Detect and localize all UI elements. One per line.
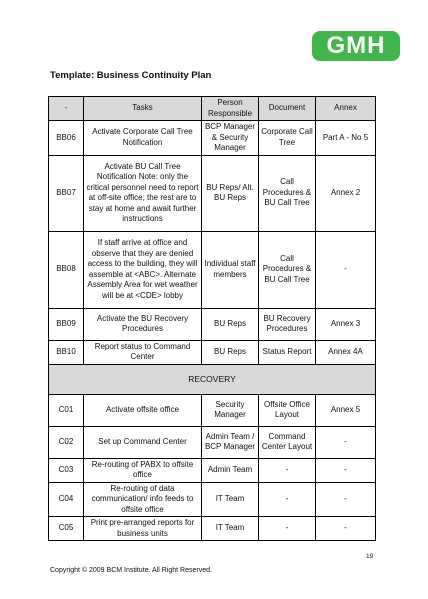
row-annex: - [316, 458, 376, 482]
row-document: BU Recovery Procedures [259, 308, 316, 340]
row-id: C05 [49, 517, 84, 541]
row-person: BU Reps/ Alt. BU Reps [202, 155, 259, 231]
table-row [49, 394, 376, 426]
template-title: Template: Business Continuity Plan [50, 70, 212, 81]
row-task: Activate offsite office [84, 394, 202, 426]
row-person: BU Reps [202, 308, 259, 340]
row-annex: Annex 5 [316, 394, 376, 426]
row-task: Re-routing of PABX to offsite office [84, 458, 202, 482]
row-document: - [259, 458, 316, 482]
row-task: Set up Command Center [84, 426, 202, 458]
row-id: BB10 [49, 340, 84, 364]
row-person: Security Manager [202, 394, 259, 426]
header-document: Document [259, 97, 316, 121]
row-id: C04 [49, 482, 84, 517]
page-number: 19 [366, 553, 374, 560]
table-row [49, 121, 376, 156]
header-annex: Annex [316, 97, 376, 121]
row-person: IT Team [202, 517, 259, 541]
row-id: BB09 [49, 308, 84, 340]
table-row [49, 155, 376, 231]
gmh-logo: GMH [312, 31, 400, 61]
row-id: C03 [49, 458, 84, 482]
row-person: BU Reps [202, 340, 259, 364]
row-task: Activate Corporate Call Tree Notification [84, 121, 202, 156]
row-document: Command Center Layout [259, 426, 316, 458]
row-person: Admin Team / BCP Manager [202, 426, 259, 458]
row-document: Corporate Call Tree [259, 121, 316, 156]
row-annex: - [316, 426, 376, 458]
row-id: C02 [49, 426, 84, 458]
row-document: Offsite Office Layout [259, 394, 316, 426]
table-row [49, 231, 376, 308]
row-task: Activate the BU Recovery Procedures [84, 308, 202, 340]
bcp-table [48, 96, 376, 541]
row-id: BB07 [49, 155, 84, 231]
row-annex: Part A - No 5 [316, 121, 376, 156]
header-person-responsible: Person Responsible [202, 97, 259, 121]
row-annex: - [316, 517, 376, 541]
copyright-footer: Copyright © 2009 BCM Institute. All Right Reserved. [50, 567, 212, 574]
row-document: - [259, 482, 316, 517]
table-row [49, 517, 376, 541]
row-document: Status Report [259, 340, 316, 364]
table-row [49, 426, 376, 458]
row-person: IT Team [202, 482, 259, 517]
row-person: Individual staff members [202, 231, 259, 308]
row-id: C01 [49, 394, 84, 426]
row-document: Call Procedures & BU Call Tree [259, 155, 316, 231]
row-document: - [259, 517, 316, 541]
table-row [49, 458, 376, 482]
row-task: Report status to Command Center [84, 340, 202, 364]
row-task: Print pre-arranged reports for business units [84, 517, 202, 541]
row-person: Admin Team [202, 458, 259, 482]
table-row [49, 482, 376, 517]
row-id: BB06 [49, 121, 84, 156]
header-tasks: Tasks [84, 97, 202, 121]
row-id: BB08 [49, 231, 84, 308]
row-annex: - [316, 231, 376, 308]
table-row [49, 308, 376, 340]
header-row [49, 97, 376, 121]
row-annex: Annex 2 [316, 155, 376, 231]
row-task: Re-routing of data communication/ info feeds to offsite office [84, 482, 202, 517]
row-annex: Annex 3 [316, 308, 376, 340]
row-task: Activate BU Call Tree Notification Note: only the critical personnel need to report at off-site office; the rest are to stay at home and await further instructions [84, 155, 202, 231]
row-annex: - [316, 482, 376, 517]
row-person: BCP Manager & Security Manager [202, 121, 259, 156]
section-label: RECOVERY [49, 364, 376, 394]
section-row-recovery [49, 364, 376, 394]
row-document: Call Procedures & BU Call Tree [259, 231, 316, 308]
header-id: - [49, 97, 84, 121]
table-row [49, 340, 376, 364]
row-annex: Annex 4A [316, 340, 376, 364]
row-task: If staff arrive at office and observe that they are denied access to the building, they will assemble at <ABC>. Alternate Assembly Area for wet weather will be at <CDE> lobby [84, 231, 202, 308]
